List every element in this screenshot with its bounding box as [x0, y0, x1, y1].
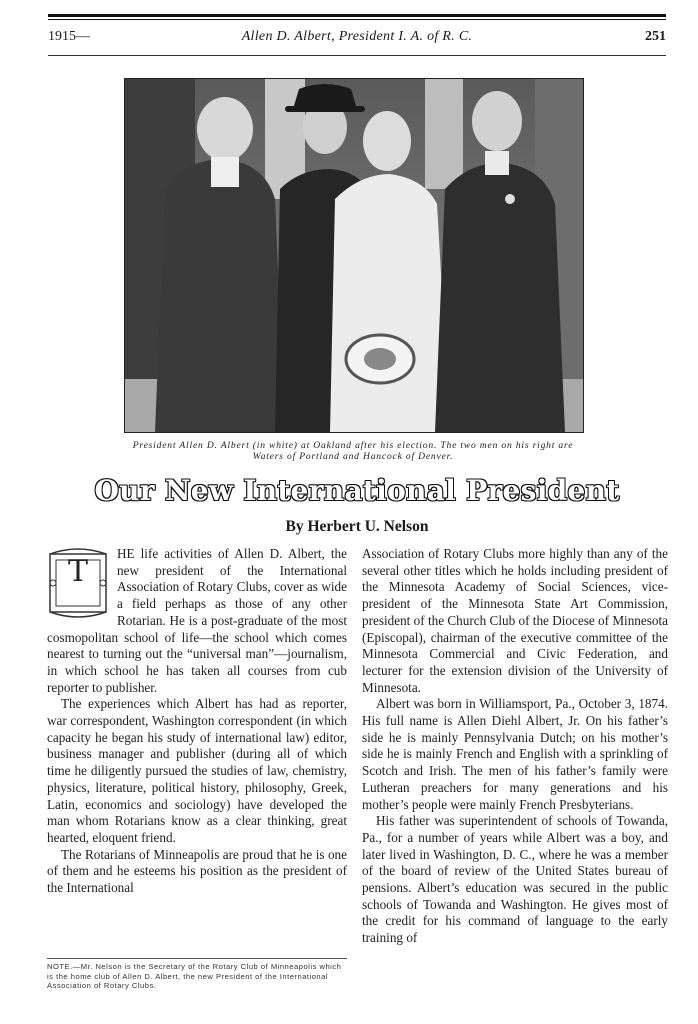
- header-year: 1915—: [48, 29, 90, 44]
- photo-illustration: [125, 79, 583, 432]
- left-column: [47, 546, 347, 897]
- top-rule: [48, 14, 666, 17]
- top-rule-thin: [48, 19, 666, 20]
- header-running-title: Allen D. Albert, President I. A. of R. C.: [241, 29, 473, 44]
- footnote: NOTE.—Mr. Nelson is the Secretary of the Rotary Club of Minneapolis which is the home club of Allen D. Albert, the new President of the International Association of Rotary Clubs.: [47, 958, 347, 991]
- header-rule: [48, 55, 666, 56]
- drop-cap-letter: T: [67, 554, 88, 589]
- paragraph: Association of Rotary Clubs more highly than any of the several other titles which he holds including president of the Minnesota Academy of Social Sciences, vice-president of the Minnesota State Art Commission, president of the Church Club of the Diocese of Minnesota (Episcopal), chairman of the executive committee of the Minnesota Commercial and Civic Federation, and lecturer for the extension division of the University of Minnesota.: [362, 546, 668, 695]
- article-byline: By Herbert U. Nelson: [285, 518, 429, 535]
- group-photograph: [124, 78, 584, 433]
- drop-cap-ornament: [47, 548, 109, 618]
- paragraph: Albert was born in Williamsport, Pa., October 3, 1874. His full name is Allen Diehl Albert, Jr. On his father’s side he is mainly Pennsylvania Dutch; on his mother’s side he is mainly French and English with a sprinkling of Scotch and Irish. The men of his father’s family were Lutheran preachers for many generations and his mother’s people were mainly French Presbyterians.: [362, 696, 668, 812]
- photo-caption: President Allen D. Albert (in white) at Oakland after his election. The two men on his right are Waters of Portland and Hancock of Denver.: [132, 440, 574, 462]
- header-page-number: 251: [645, 29, 666, 44]
- paragraph: The Rotarians of Minneapolis are proud that he is one of them and he esteems his position as the president of the International: [47, 846, 347, 896]
- article-title: Our New International President: [94, 474, 620, 507]
- paragraph: HE life activities of Allen D. Albert, the new president of the International Association of Rotary Clubs, cover as wide a field perhaps as those of any other Rotarian. He is a post-graduate of the most cosmopolitan school of life—the school which comes nearest to turning out the “universal man”—journalism, in which school he has taken all courses from cub reporter to publisher.: [47, 546, 347, 695]
- running-header: [48, 27, 666, 49]
- paragraph: His father was superintendent of schools of Towanda, Pa., for a number of years while Albert was a boy, and later lived in Washington, D. C., where he was a member of the board of review of the United States bureau of pensions. Albert’s education was secured in the public schools of Towanda and Washington. He gives most of the credit for his command of language to the early training of: [362, 813, 668, 946]
- right-column: [362, 546, 668, 947]
- paragraph: The experiences which Albert has had as reporter, war correspondent, Washington correspondent (in which capacity he began his study of international law) editor, business manager and publisher (during all of which time he diligently pursued the studies of law, chemistry, physics, literature, political history, philosophy, Greek, Latin, economics and sociology) have developed the man whom Rotarians know as a clear thinking, great hearted, eloquent friend.: [47, 696, 347, 845]
